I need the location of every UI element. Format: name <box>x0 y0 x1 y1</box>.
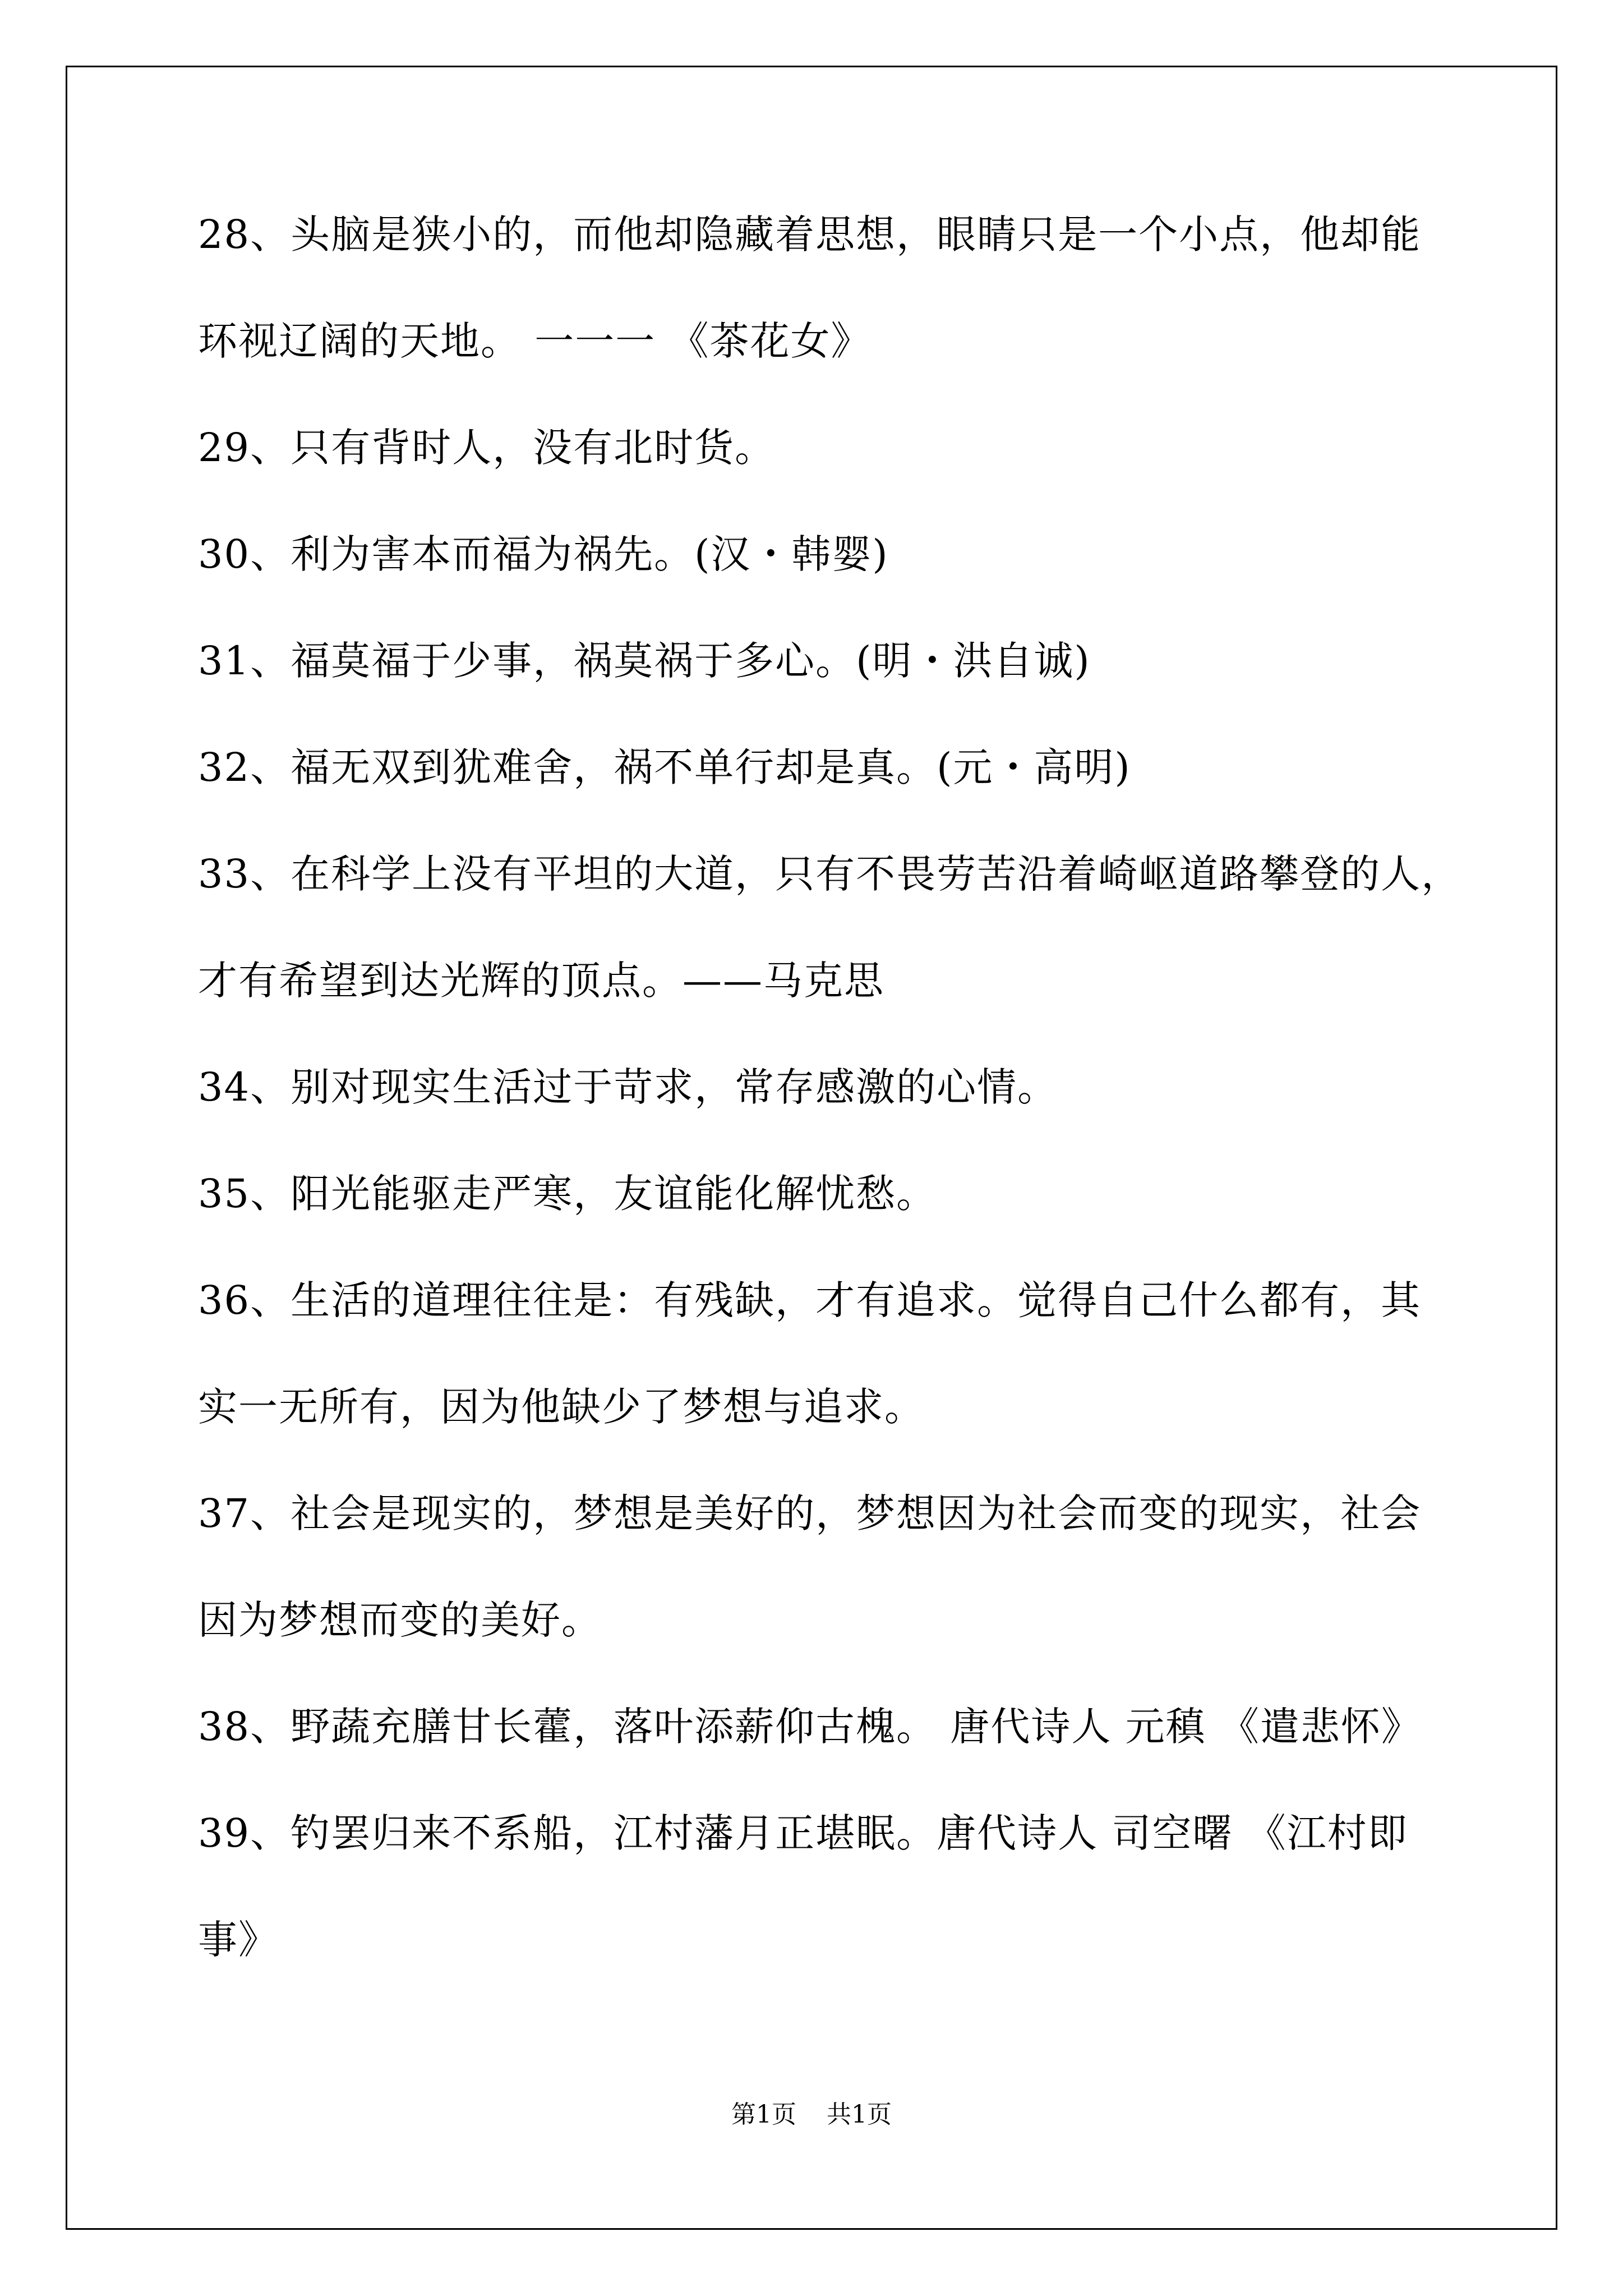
text-line: 34、别对现实生活过于苛求，常存感激的心情。 <box>198 1064 1058 1110</box>
text-line: 环视辽阔的天地。 一一一 《茶花女》 <box>198 318 872 364</box>
text-line: 事》 <box>198 1917 279 1963</box>
text-line: 29、只有背时人，没有北时货。 <box>198 425 776 471</box>
text-line: 39、钓罢归来不系船，江村藩月正堪眠。唐代诗人 司空曙 《江村即 <box>198 1810 1408 1856</box>
text-line: 33、在科学上没有平坦的大道，只有不畏劳苦沿着崎岖道路攀登的人， <box>198 851 1462 897</box>
text-line: 32、福无双到犹难舍，祸不单行却是真。(元・高明) <box>198 744 1131 790</box>
document-body <box>198 208 1488 2019</box>
page-number: 第1页 <box>731 2100 796 2129</box>
page-total: 共1页 <box>827 2100 892 2129</box>
text-line: 35、阳光能驱走严寒，友谊能化解忧愁。 <box>198 1171 937 1217</box>
page-footer <box>0 2098 1623 2132</box>
text-line: 28、头脑是狭小的，而他却隐藏着思想，眼睛只是一个小点，他却能 <box>198 211 1422 257</box>
text-line: 30、利为害本而福为祸先。(汉・韩婴) <box>198 531 889 577</box>
text-line: 实一无所有，因为他缺少了梦想与追求。 <box>198 1384 925 1430</box>
text-line: 31、福莫福于少事，祸莫祸于多心。(明・洪自诚) <box>198 638 1091 684</box>
text-line: 因为梦想而变的美好。 <box>198 1597 602 1643</box>
text-line: 38、野蔬充膳甘长藿，落叶添薪仰古槐。 唐代诗人 元稹 《遣悲怀》 <box>198 1704 1422 1750</box>
text-line: 37、社会是现实的，梦想是美好的，梦想因为社会而变的现实，社会 <box>198 1490 1422 1536</box>
text-line: 36、生活的道理往往是：有残缺，才有追求。觉得自己什么都有，其 <box>198 1277 1422 1323</box>
text-line: 才有希望到达光辉的顶点。——马克思 <box>198 958 884 1004</box>
